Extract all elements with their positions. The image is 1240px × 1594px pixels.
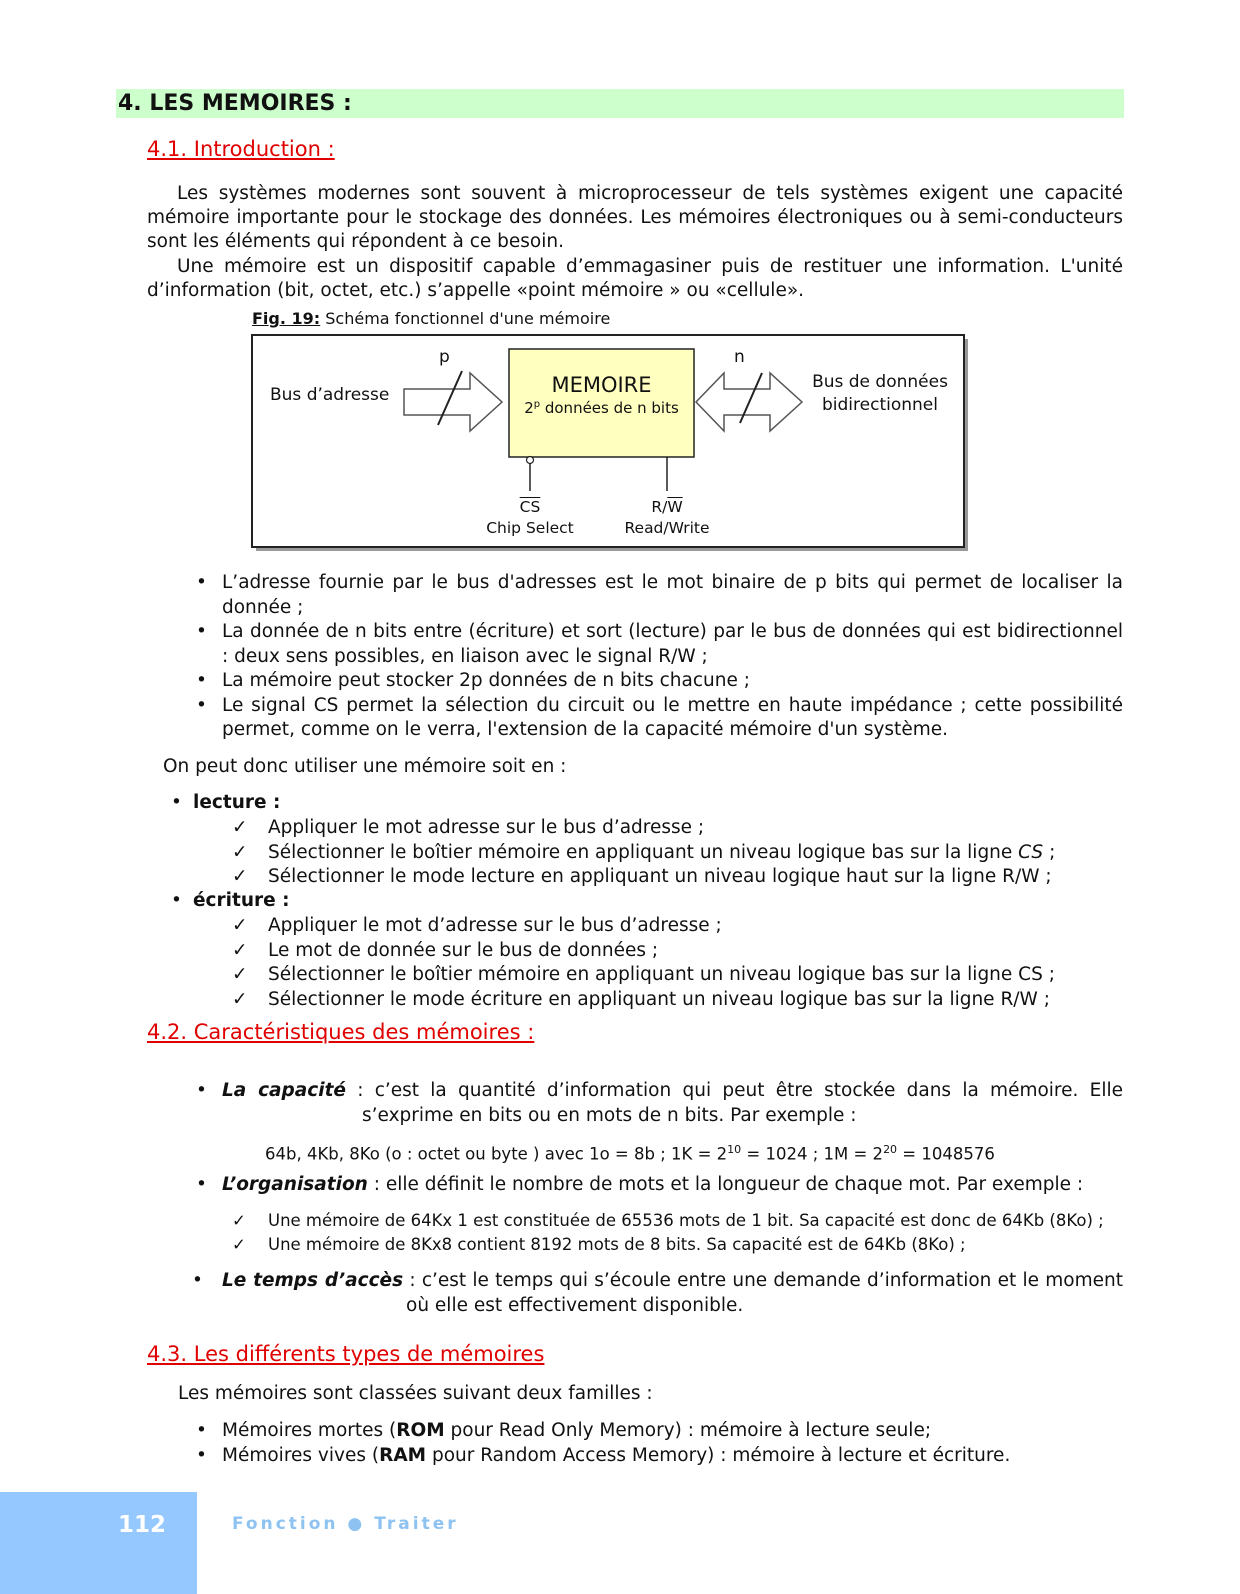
memory-title: MEMOIRE bbox=[551, 373, 652, 397]
cs-description: Chip Select bbox=[486, 519, 574, 537]
data-width-n: n bbox=[734, 347, 745, 367]
rom-prefix: Mémoires mortes ( bbox=[222, 1420, 397, 1441]
capacity-text-2: s’exprime en bits ou en mots de n bits. Par exemple : bbox=[362, 1104, 857, 1126]
write-step: ✓ Le mot de donnée sur le bus de données ; bbox=[268, 939, 1055, 964]
access-time-item bbox=[192, 1269, 1123, 1318]
chip-select-label bbox=[470, 497, 590, 539]
read-mode-title bbox=[171, 792, 281, 813]
example-part-b: = 1024 ; 1M = 2 bbox=[741, 1144, 884, 1164]
read-mode-label: lecture : bbox=[193, 792, 281, 813]
read-step-cs: CS bbox=[1018, 841, 1044, 863]
data-bus-label bbox=[805, 371, 955, 417]
example-exponent-2: 20 bbox=[883, 1143, 898, 1156]
read-step: ✓ Appliquer le mot adresse sur le bus d’adresse ; bbox=[268, 816, 1055, 841]
capacity-item bbox=[196, 1079, 1123, 1128]
organisation-text: : elle définit le nombre de mots et la longueur de chaque mot. Par exemple : bbox=[367, 1174, 1084, 1195]
organisation-examples bbox=[268, 1209, 1104, 1257]
data-bus-label-line2: bidirectionnel bbox=[822, 395, 938, 415]
bullet-item: • L’adresse fournie par le bus d'adresses est le mot binaire de p bits qui permet de localiser la donnée ; bbox=[222, 571, 1123, 620]
bullet-icon: • bbox=[196, 1445, 207, 1466]
access-time-text-2: où elle est effectivement disponible. bbox=[406, 1294, 744, 1316]
memory-bullets bbox=[222, 571, 1123, 743]
bullet-icon: • bbox=[196, 1420, 207, 1441]
rw-signal-r: R/ bbox=[651, 498, 668, 516]
access-time-term: Le temps d’accès bbox=[222, 1270, 404, 1291]
rw-description: Read/Write bbox=[624, 519, 710, 537]
read-write-label bbox=[607, 497, 727, 539]
data-bus-label-line1: Bus de données bbox=[812, 372, 948, 392]
write-step: ✓ Appliquer le mot d’adresse sur le bus d’adresse ; bbox=[268, 914, 1055, 939]
chapter-heading: 4. LES MEMOIRES : bbox=[116, 89, 1124, 118]
rom-item bbox=[196, 1418, 1010, 1443]
address-bus-label: Bus d’adresse bbox=[270, 385, 390, 405]
figure-label: Fig. 19: bbox=[252, 309, 321, 328]
ram-item bbox=[196, 1443, 1011, 1468]
bullet-icon: • bbox=[171, 890, 182, 911]
page-number: 112 bbox=[118, 1512, 167, 1538]
example-part-a: 64b, 4Kb, 8Ko (o : octet ou byte ) avec 1o = 8b ; 1K = 2 bbox=[265, 1144, 728, 1164]
types-intro: Les mémoires sont classées suivant deux familles : bbox=[178, 1383, 653, 1404]
access-time-text: : c’est le temps qui s’écoule entre une demande d’information et le moment bbox=[403, 1270, 1123, 1291]
capacity-text: : c’est la quantité d’information qui peut être stockée dans la mémoire. Elle bbox=[345, 1080, 1123, 1101]
cs-signal: $\overline{CS}$ bbox=[519, 498, 541, 516]
capacity-example bbox=[265, 1143, 995, 1164]
footer-page-box bbox=[0, 1492, 197, 1594]
capacity-term: La capacité bbox=[222, 1080, 346, 1101]
rw-signal-w: $\overline{W}$ bbox=[667, 498, 683, 516]
read-step bbox=[268, 841, 1055, 866]
read-steps bbox=[268, 816, 1055, 890]
usage-text: On peut donc utiliser une mémoire soit en : bbox=[163, 756, 567, 777]
read-step-end: ; bbox=[1043, 841, 1056, 863]
section-title-introduction: 4.1. Introduction : bbox=[147, 137, 335, 161]
bullet-icon: • bbox=[192, 1270, 203, 1291]
write-steps bbox=[268, 914, 1055, 1012]
rom-description: pour Read Only Memory) : mémoire à lecture seule; bbox=[444, 1420, 932, 1441]
write-step: ✓ Sélectionner le mode écriture en appliquant un niveau logique bas sur la ligne R/W ; bbox=[268, 988, 1055, 1013]
write-mode-label: écriture : bbox=[193, 890, 290, 911]
section-title-types: 4.3. Les différents types de mémoires bbox=[147, 1342, 545, 1366]
ram-description: pour Random Access Memory) : mémoire à lecture et écriture. bbox=[426, 1445, 1011, 1466]
intro-paragraph-2: Une mémoire est un dispositif capable d’emmagasiner puis de restituer une information. L'unité d’information (bit, octet, etc.) s’appelle «point mémoire » ou «cellule». bbox=[147, 256, 1123, 301]
example-exponent-1: 10 bbox=[727, 1143, 742, 1156]
example-part-c: = 1048576 bbox=[897, 1144, 995, 1164]
figure-caption-text: Schéma fonctionnel d'une mémoire bbox=[320, 309, 611, 328]
bullet-item: • La donnée de n bits entre (écriture) et sort (lecture) par le bus de données qui est bidirectionnel : deux sens possibles, en liaison avec le signal R/W ; bbox=[222, 620, 1123, 669]
bullet-icon: • bbox=[171, 792, 182, 813]
memory-base: 2 bbox=[524, 399, 534, 417]
bullet-item: • La mémoire peut stocker 2p données de n bits chacune ; bbox=[222, 669, 1123, 694]
rom-acronym: ROM bbox=[396, 1420, 445, 1441]
write-mode-title bbox=[171, 890, 290, 911]
organisation-term: L’organisation bbox=[222, 1174, 368, 1195]
bullet-item: • Le signal CS permet la sélection du circuit ou le mettre en haute impédance ; cette possibilité permet, comme on le verra, l'extension de la capacité mémoire d'un système. bbox=[222, 694, 1123, 743]
ram-prefix: Mémoires vives ( bbox=[222, 1445, 380, 1466]
bullet-icon: • bbox=[196, 1174, 207, 1195]
organisation-example: ✓ Une mémoire de 64Kx 1 est constituée de 65536 mots de 1 bit. Sa capacité est donc de 64Kb (8Ko) ; bbox=[268, 1209, 1104, 1233]
write-step: ✓ Sélectionner le boîtier mémoire en appliquant un niveau logique bas sur la ligne CS ; bbox=[268, 963, 1055, 988]
section-title-characteristics: 4.2. Caractéristiques des mémoires : bbox=[147, 1020, 535, 1044]
bullet-icon: • bbox=[196, 1080, 207, 1101]
intro-paragraph-1: Les systèmes modernes sont souvent à microprocesseur de tels systèmes exigent une capacité mémoire importante pour le stockage des données. Les mémoires électroniques ou à semi-conducteurs sont les éléments qui répondent à ce besoin. bbox=[147, 183, 1123, 252]
memory-exponent: p bbox=[533, 399, 541, 410]
memory-types bbox=[196, 1418, 1011, 1468]
ram-acronym: RAM bbox=[379, 1445, 427, 1466]
memory-subtitle bbox=[509, 399, 694, 417]
running-footer: Fonction ● Traiter bbox=[232, 1514, 459, 1534]
organisation-example: ✓ Une mémoire de 8Kx8 contient 8192 mots de 8 bits. Sa capacité est de 64Kb (8Ko) ; bbox=[268, 1233, 1104, 1257]
organisation-item bbox=[196, 1173, 1123, 1198]
read-step-text: Sélectionner le boîtier mémoire en appliquant un niveau logique bas sur la ligne bbox=[268, 841, 1019, 863]
figure-caption bbox=[252, 309, 610, 328]
address-width-p: p bbox=[439, 347, 450, 367]
read-step: ✓ Sélectionner le mode lecture en appliquant un niveau logique haut sur la ligne R/W ; bbox=[268, 865, 1055, 890]
memory-sub-text: données de n bits bbox=[540, 399, 679, 417]
memory-diagram bbox=[250, 333, 980, 558]
